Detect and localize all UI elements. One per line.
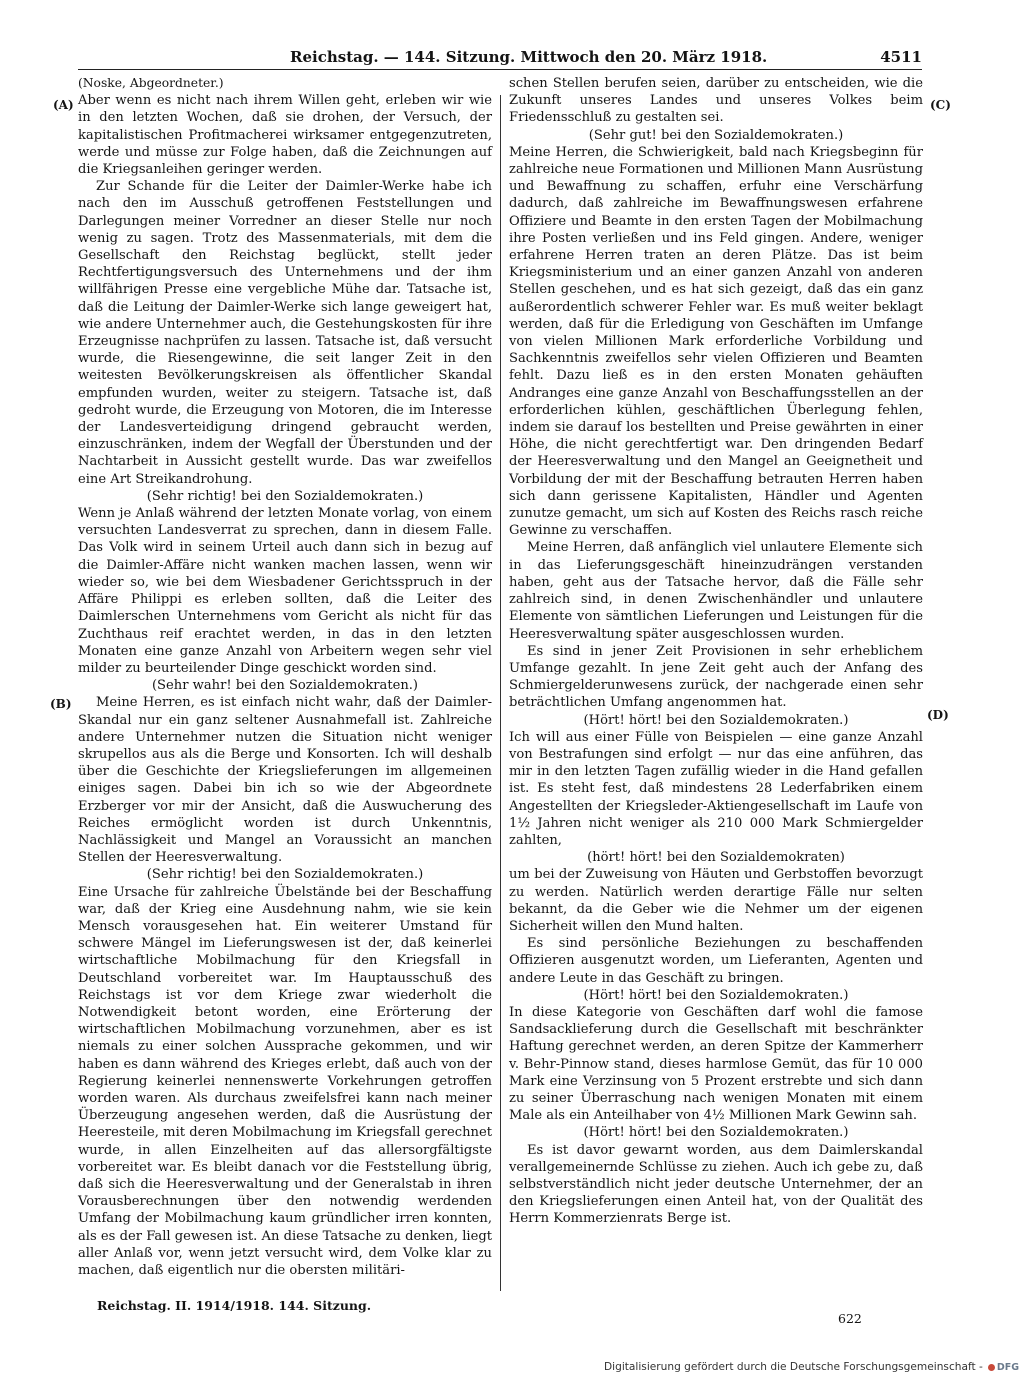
- footer-signature: Reichstag. II. 1914/1918. 144. Sitzung.: [97, 1298, 372, 1313]
- margin-marker-c: (C): [930, 98, 951, 112]
- interjection: (Sehr richtig! bei den Sozialdemokraten.): [146, 488, 424, 504]
- interjection: (Hört! hört! bei den Sozialdemokraten.): [583, 1125, 849, 1141]
- margin-marker-a: (A): [53, 98, 74, 112]
- speaker-label: (Noske, Abgeordneter.): [78, 76, 224, 90]
- paragraph: Meine Herren, daß anfänglich viel unlautere Elemente sich in das Lieferungsgeschäft hineinzudrängen verstanden haben, geht aus der Tatsache hervor, daß die Fälle sehr zahlreich sind, in denen Zwischenhändler und unlautere Elemente von sämtlichen Lieferungen und Leistungen für die Heeresverwaltung später ausgeschlossen wurden.: [509, 540, 923, 642]
- right-column: [509, 75, 923, 1228]
- paragraph: Meine Herren, die Schwierigkeit, bald nach Kriegsbeginn für zahlreiche neue Formationen und Millionen Mann Ausrüstung und Bewaffnung zu schaffen, erfuhr eine Verschärfung dadurch, daß zahlreiche im Bewaffnungswesen erfahrene Offiziere und Beamte in den ersten Tagen der Mobilmachung ihre Posten verließen und ins Feld gingen. Andere, weniger erfahrene Herren traten an deren Plätze. Das ist beim Kriegsministerium und an einer ganzen Anzahl von anderen Stellen geschehen, und es hat sich gezeigt, daß das ein ganz außerordentlich schwerer Fehler war. Es muß weiter beklagt werden, daß für die Erledigung von Geschäften im Umfange von vielen Millionen Mark erforderliche Vorbildung und Sachkenntnis zweifellos sehr vielen Offizieren und Beamten fehlt. Dazu ließ es in den ersten Monaten gehäuften Andranges eine ganze Anzahl von Beschaffungsstellen an der erforderlichen kühlen, geschäftlichen Überlegung fehlen, indem sie darauf los bestellten und Preise gewährten in einer Höhe, die nicht gerechtfertigt war. Den dringenden Bedarf der Heeresverwaltung und den Mangel an Geeignetheit und Vorbildung der mit der Beschaffung betrauten Herren haben sich dann gerissene Kapitalisten, Händler und Agenten zunutze gemacht, um sich auf Kosten des Reichs rasch reiche Gewinne zu verschaffen.: [509, 144, 923, 539]
- header-rule: [78, 69, 922, 70]
- interjection: (Sehr richtig! bei den Sozialdemokraten.): [146, 867, 424, 883]
- paragraph: Es ist davor gewarnt worden, aus dem Daimlerskandal verallgemeinernde Schlüsse zu ziehen. Auch ich gebe zu, daß selbstverständlich nicht jeder deutsche Unternehmer, der an den Kriegslieferungen einen Anteil hat, von der Qualität des Herrn Kommerzienrats Berge ist.: [509, 1142, 923, 1227]
- column-divider: [500, 95, 501, 1291]
- paragraph: um bei der Zuweisung von Häuten und Gerbstoffen bevorzugt zu werden. Natürlich werden derartige Fälle nur selten bekannt, da die Geber wie die Nehmer um der eigenen Sicherheit willen den Mund halten.: [509, 867, 923, 934]
- margin-marker-b: (B): [50, 697, 72, 711]
- interjection: (Hört! hört! bei den Sozialdemokraten.): [583, 712, 849, 728]
- dfg-logo-icon: [988, 1362, 1019, 1373]
- paragraph: Wenn je Anlaß während der letzten Monate vorlag, von einem versuchten Landesverrat zu sprechen, dann in diesem Falle. Das Volk wird in seinem Urteil auch dann sich in bezug auf die Daimler-Affäre nicht wanken machen lassen, wenn wir wieder so, wie bei dem Wiesbadener Gerichtsspruch in der Affäre Philippi es erleben sollten, daß die Leiter des Daimlerschen Unternehmens vom Gericht als nicht für das Zuchthaus reif erachtet werden, in das in den letzten Monaten eine ganze Anzahl von Arbeitern wegen sehr viel milder zu beurteilender Dinge geschickt worden sind.: [78, 506, 492, 676]
- interjection: (Hört! hört! bei den Sozialdemokraten.): [583, 987, 849, 1003]
- paragraph: Aber wenn es nicht nach ihrem Willen geht, erleben wir wie in den letzten Wochen, daß sie drohen, der Versuch, der kapitalistischen Profitmacherei wirksamer entgegenzutreten, werde und müsse zur Folge haben, daß die Zeichnungen auf die Kriegsanleihen geringer werden.: [78, 93, 492, 178]
- interjection: (Sehr gut! bei den Sozialdemokraten.): [588, 127, 844, 143]
- paragraph: Ich will aus einer Fülle von Beispielen — eine ganze Anzahl von Bestrafungen sind erfolgt — nur das eine anführen, das mir in den letzten Tagen zufällig wieder in die Hand gefallen ist. Es steht fest, daß mindestens 28 Lederfabriken einem Angestellten der Kriegsleder-Aktiengesellschaft im Laufe von 1½ Jahren nicht weniger als 210 000 Mark Schmiergelder zahlten,: [509, 729, 923, 848]
- paragraph: Es sind persönliche Beziehungen zu beschaffenden Offizieren ausgenutzt worden, um Lieferanten, Agenten und andere Leute in das Geschäft zu bringen.: [509, 936, 923, 986]
- sheet-number: 622: [838, 1311, 862, 1326]
- digitization-note: [604, 1361, 1019, 1373]
- page-number: 4511: [880, 48, 922, 66]
- interjection: (Sehr wahr! bei den Sozialdemokraten.): [151, 678, 419, 694]
- margin-marker-d: (D): [927, 708, 949, 722]
- digitization-text: Digitalisierung gefördert durch die Deutsche Forschungsgemeinschaft -: [604, 1361, 983, 1373]
- left-column: [78, 75, 492, 1279]
- paragraph: schen Stellen berufen seien, darüber zu entscheiden, wie die Zukunft unseres Landes und unseres Volkes beim Friedensschluß zu gestalten sei.: [509, 76, 923, 126]
- running-head: Reichstag. — 144. Sitzung. Mittwoch den 20. März 1918.: [290, 48, 768, 66]
- dfg-logo-text: DFG: [996, 1361, 1019, 1373]
- paragraph: In diese Kategorie von Geschäften darf wohl die famose Sandsacklieferung durch die Gesellschaft mit beschränkter Haftung gerechnet werden, an deren Spitze der Kammerherr v. Behr-Pinnow stand, dieses harmlose Gemüt, das für 10 000 Mark eine Verzinsung von 5 Prozent erstrebte und sich dann zu seiner Überraschung nach wenigen Monaten mit einem Male als ein Anteilhaber von 4½ Millionen Mark Gewinn sah.: [509, 1004, 923, 1124]
- interjection: (hört! hört! bei den Sozialdemokraten): [587, 850, 845, 866]
- paragraph: Zur Schande für die Leiter der Daimler-Werke habe ich nach den im Ausschuß getroffenen Feststellungen und Darlegungen meiner Vorredner an dieser Stelle nur noch wenig zu sagen. Trotz des Massenmaterials, mit dem die Gesellschaft den Reichstag beglückt, stellt jeder Rechtfertigungsversuch des Unternehmens und der ihm willfährigen Presse eine vergebliche Mühe dar. Tatsache ist, daß die Leitung der Daimler-Werke sich lange geweigert hat, wie andere Unternehmer auch, die Gestehungskosten für ihre Erzeugnisse nachprüfen zu lassen. Tatsache ist, daß versucht wurde, die Riesengewinne, die seit langer Zeit in den weitesten Bevölkerungskreisen als öffentlicher Skandal empfunden wurden, weiter zu steigern. Tatsache ist, daß gedroht wurde, die Erzeugung von Motoren, die im Interesse der Landesverteidigung dringend gebraucht werden, einzuschränken, indem der Wegfall der Überstunden und der Nachtarbeit in Aussicht gestellt wurde. Das war zweifellos eine Art Streikandrohung.: [78, 179, 492, 487]
- paragraph: Es sind in jener Zeit Provisionen in sehr erheblichem Umfange gezahlt. In jene Zeit geht auch der Anfang des Schmiergelderunwesens zurück, der nachgerade einen sehr beträchtlichen Umfang angenommen hat.: [509, 643, 923, 711]
- logo-dot: [988, 1364, 995, 1371]
- paragraph: Eine Ursache für zahlreiche Übelstände bei der Beschaffung war, daß der Krieg eine Ausdehnung nahm, wie sie kein Mensch vorausgesehen hat. Ein weiterer Umstand für schwere Mängel im Lieferungswesen ist der, daß keinerlei wirtschaftliche Mobilmachung für den Kriegsfall in Deutschland vorbereitet war. Im Hauptausschuß des Reichstags ist vor dem Kriege zwar wiederholt die Notwendigkeit betont worden, eine Erörterung der wirtschaftlichen Mobilmachung vorzunehmen, aber es ist niemals zu einer solchen Aussprache gekommen, und wir haben es dann während des Krieges erlebt, daß auch von der Regierung keinerlei nennenswerte Vorkehrungen getroffen worden waren. Als durchaus zweifelsfrei kann nach meiner Überzeugung angesehen werden, daß die Ausrüstung der Heeresteile, mit deren Mobilmachung im Kriegsfall gerechnet wurde, in allen Einzelheiten auf das allersorgfältigste vorbereitet war. Es bleibt danach vor die Feststellung übrig, daß sich die Heeresverwaltung und der Generalstab in ihren Vorausberechnungen über den notwendig werdenden Umfang der Mobilmachung kaum gründlicher irren konnten, als es der Fall gewesen ist. An diese Tatsache zu denken, liegt aller Anlaß vor, wenn jetzt versucht wird, dem Volke klar zu machen, daß eigentlich nur die obersten militäri-: [78, 884, 492, 1279]
- paragraph: Meine Herren, es ist einfach nicht wahr, daß der Daimler-Skandal nur ein ganz seltener Ausnahmefall ist. Zahlreiche andere Unternehmer nutzen die Situation nicht weniger skrupellos aus als die Berge und Konsorten. Ich will deshalb über die Geschichte der Kriegslieferungen im allgemeinen einiges sagen. Dabei bin ich so wie der Abgeordnete Erzberger vor mir der Ansicht, daß die Auswucherung des Reiches ermöglicht worden ist durch Unkenntnis, Nachlässigkeit und Mangel an Voraussicht an manchen Stellen der Heeresverwaltung.: [78, 695, 492, 866]
